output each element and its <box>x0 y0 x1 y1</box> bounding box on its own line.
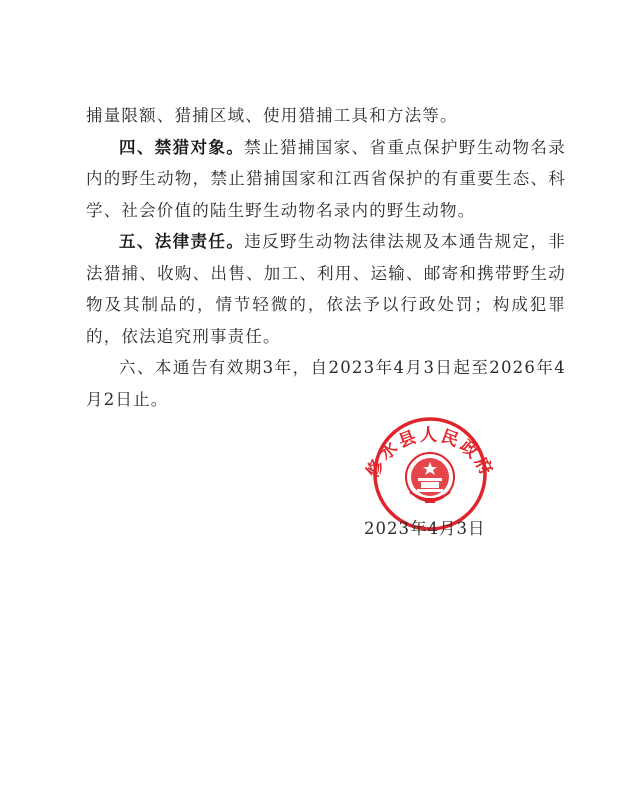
section-5-heading: 五、法律责任。 <box>119 232 245 251</box>
issue-date: 2023年4月3日 <box>364 519 486 538</box>
official-seal <box>355 412 505 532</box>
section-4-paragraph <box>86 132 566 227</box>
section-5-text: 违反野生动物法律法规及本通告规定，非法猎捕、收购、出售、加工、利用、运输、邮寄和携带野生动物及其制品的，情节轻微的，依法予以行政处罚；构成犯罪的，依法追究刑事责任。 <box>86 232 566 346</box>
national-emblem-icon <box>406 453 454 503</box>
section-6-paragraph: 六、本通告有效期3年，自2023年4月3日起至2026年4月2日止。 <box>86 358 566 409</box>
paragraph-continuation: 捕量限额、猎捕区域、使用猎捕工具和方法等。 <box>86 106 458 125</box>
seal-text: 修水县人民政府 <box>362 425 498 481</box>
notice-body <box>86 100 566 415</box>
section-5-paragraph <box>86 226 566 352</box>
section-4-text: 禁止猎捕国家、省重点保护野生动物名录内的野生动物，禁止猎捕国家和江西省保护的有重要生态、科学、社会价值的陆生野生动物名录内的野生动物。 <box>86 137 566 220</box>
section-4-heading: 四、禁猎对象。 <box>119 137 245 157</box>
